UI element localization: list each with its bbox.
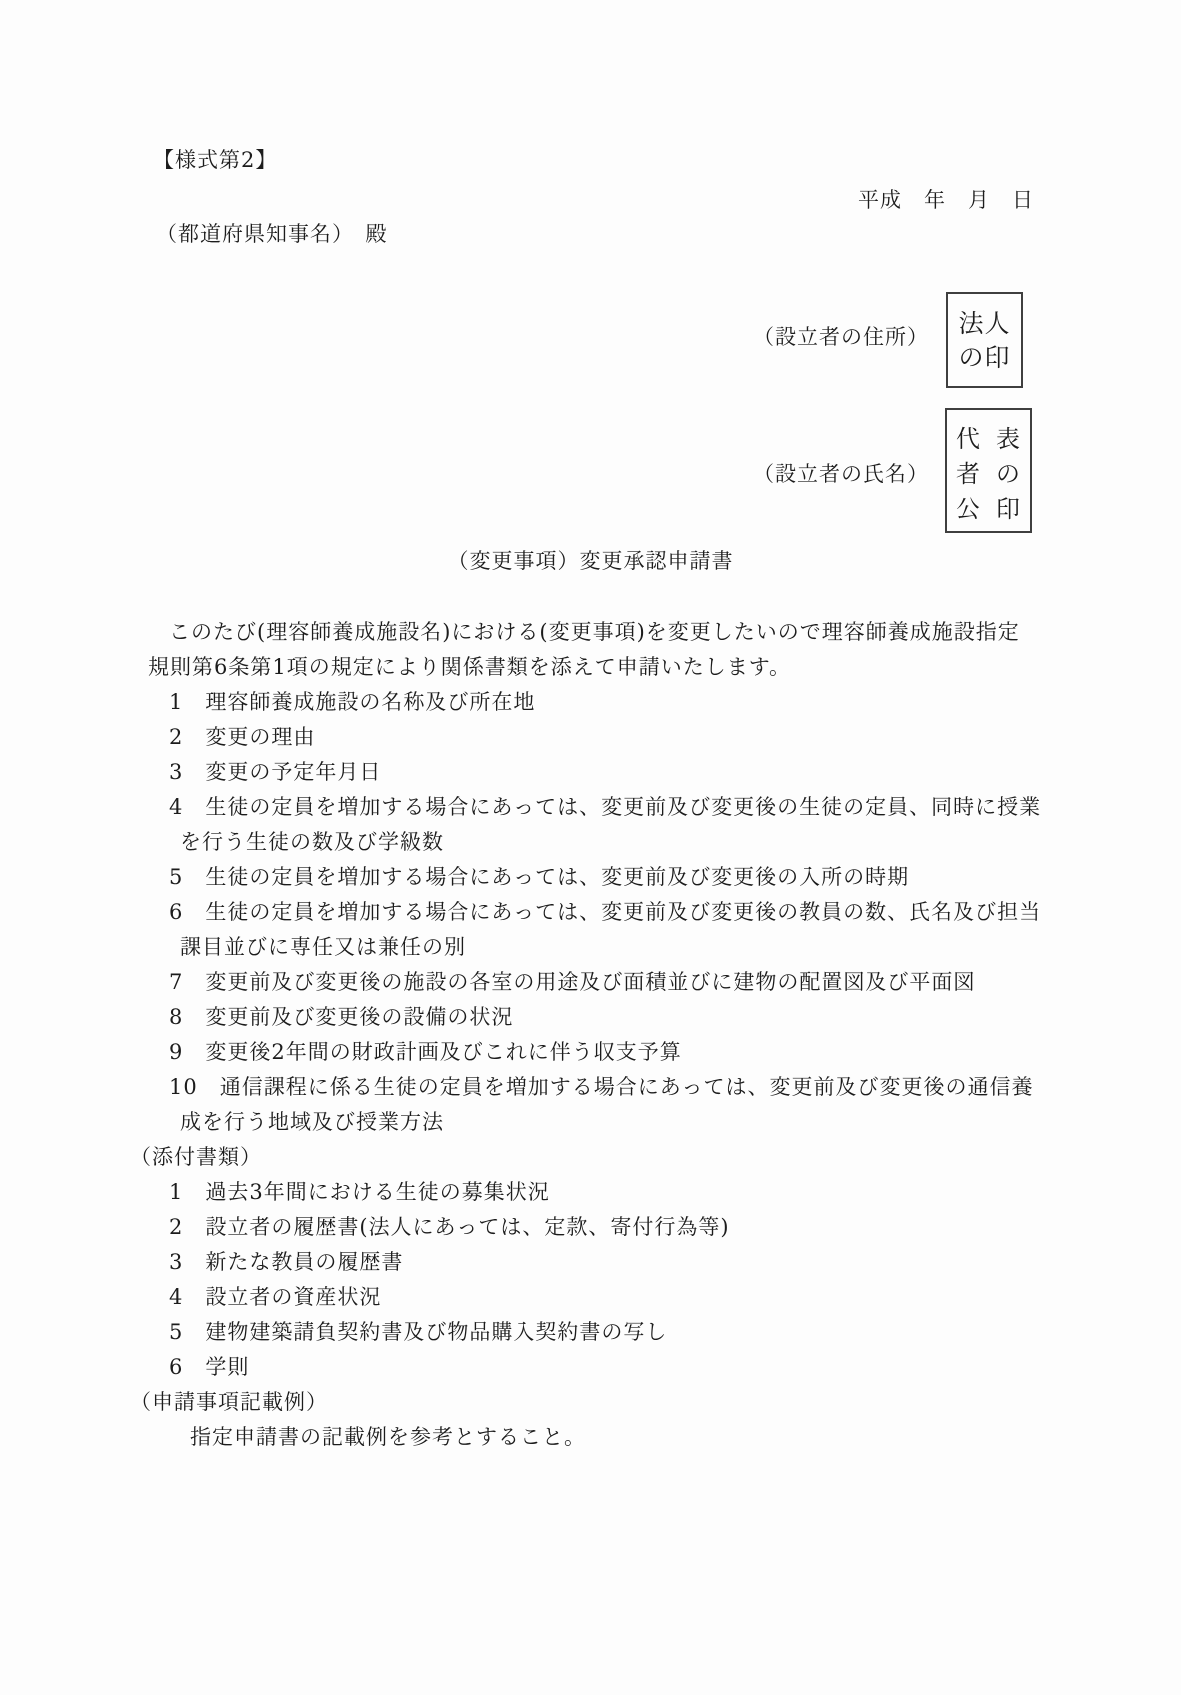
application-item-3: 3 変更の予定年月日 <box>169 760 382 784</box>
corporate-seal-line-2: の印 <box>958 343 1011 372</box>
seal-char: の <box>996 460 1021 488</box>
document-title: （変更事項）変更承認申請書 <box>447 549 734 573</box>
founder-address-label: （設立者の住所） <box>753 325 929 349</box>
application-item-4-wrap: を行う生徒の数及び学級数 <box>180 830 444 854</box>
attachment-item-2: 2 設立者の履歴書(法人にあっては、定款、寄付行為等) <box>169 1215 730 1239</box>
attachment-item-5: 5 建物建築請負契約書及び物品購入契約書の写し <box>169 1320 668 1344</box>
application-item-10: 10 通信課程に係る生徒の定員を増加する場合にあっては、変更前及び変更後の通信養 <box>169 1075 1034 1099</box>
application-item-7: 7 変更前及び変更後の施設の各室の用途及び面積並びに建物の配置図及び平面図 <box>169 970 976 994</box>
notes-line: 指定申請書の記載例を参考とすること。 <box>190 1425 586 1449</box>
representative-seal-box <box>945 408 1032 533</box>
attachment-item-6: 6 学則 <box>169 1355 250 1379</box>
application-item-4: 4 生徒の定員を増加する場合にあっては、変更前及び変更後の生徒の定員、同時に授業 <box>169 795 1042 819</box>
application-item-5: 5 生徒の定員を増加する場合にあっては、変更前及び変更後の入所の時期 <box>169 865 910 889</box>
attachments-heading: （添付書類） <box>130 1145 262 1169</box>
corporate-seal-line-1: 法人 <box>958 309 1011 338</box>
application-item-2: 2 変更の理由 <box>169 725 316 749</box>
representative-seal-row-2 <box>947 457 1030 492</box>
seal-char: 公 <box>956 495 981 523</box>
attachment-item-4: 4 設立者の資産状況 <box>169 1285 382 1309</box>
attachment-item-1: 1 過去3年間における生徒の募集状況 <box>169 1180 550 1204</box>
corporate-seal-box <box>946 292 1023 388</box>
form-number: 【様式第2】 <box>153 148 278 172</box>
document-body <box>0 615 1181 1455</box>
notes-heading: （申請事項記載例） <box>130 1390 328 1414</box>
application-item-1: 1 理容師養成施設の名称及び所在地 <box>169 690 536 714</box>
date-line: 平成 年 月 日 <box>858 188 1034 212</box>
seal-char: 者 <box>956 460 981 488</box>
seal-char: 印 <box>996 495 1021 523</box>
attachment-item-3: 3 新たな教員の履歴書 <box>169 1250 404 1274</box>
founder-name-label: （設立者の氏名） <box>753 462 929 486</box>
representative-seal-row-1 <box>947 422 1030 457</box>
application-item-10-wrap: 成を行う地域及び授業方法 <box>180 1110 444 1134</box>
addressee-line: （都道府県知事名） 殿 <box>156 222 388 246</box>
application-item-6-wrap: 課目並びに専任又は兼任の別 <box>180 935 466 959</box>
application-item-6: 6 生徒の定員を増加する場合にあっては、変更前及び変更後の教員の数、氏名及び担当 <box>169 900 1042 924</box>
paragraph-line-1: このたび(理容師養成施設名)における(変更事項)を変更したいので理容師養成施設指定 <box>169 620 1020 644</box>
representative-seal-row-3 <box>947 492 1030 527</box>
application-item-8: 8 変更前及び変更後の設備の状況 <box>169 1005 514 1029</box>
application-item-9: 9 変更後2年間の財政計画及びこれに伴う収支予算 <box>169 1040 682 1064</box>
seal-char: 代 <box>956 425 981 453</box>
seal-char: 表 <box>996 425 1021 453</box>
paragraph-line-2: 規則第6条第1項の規定により関係書類を添えて申請いたします。 <box>148 655 792 679</box>
